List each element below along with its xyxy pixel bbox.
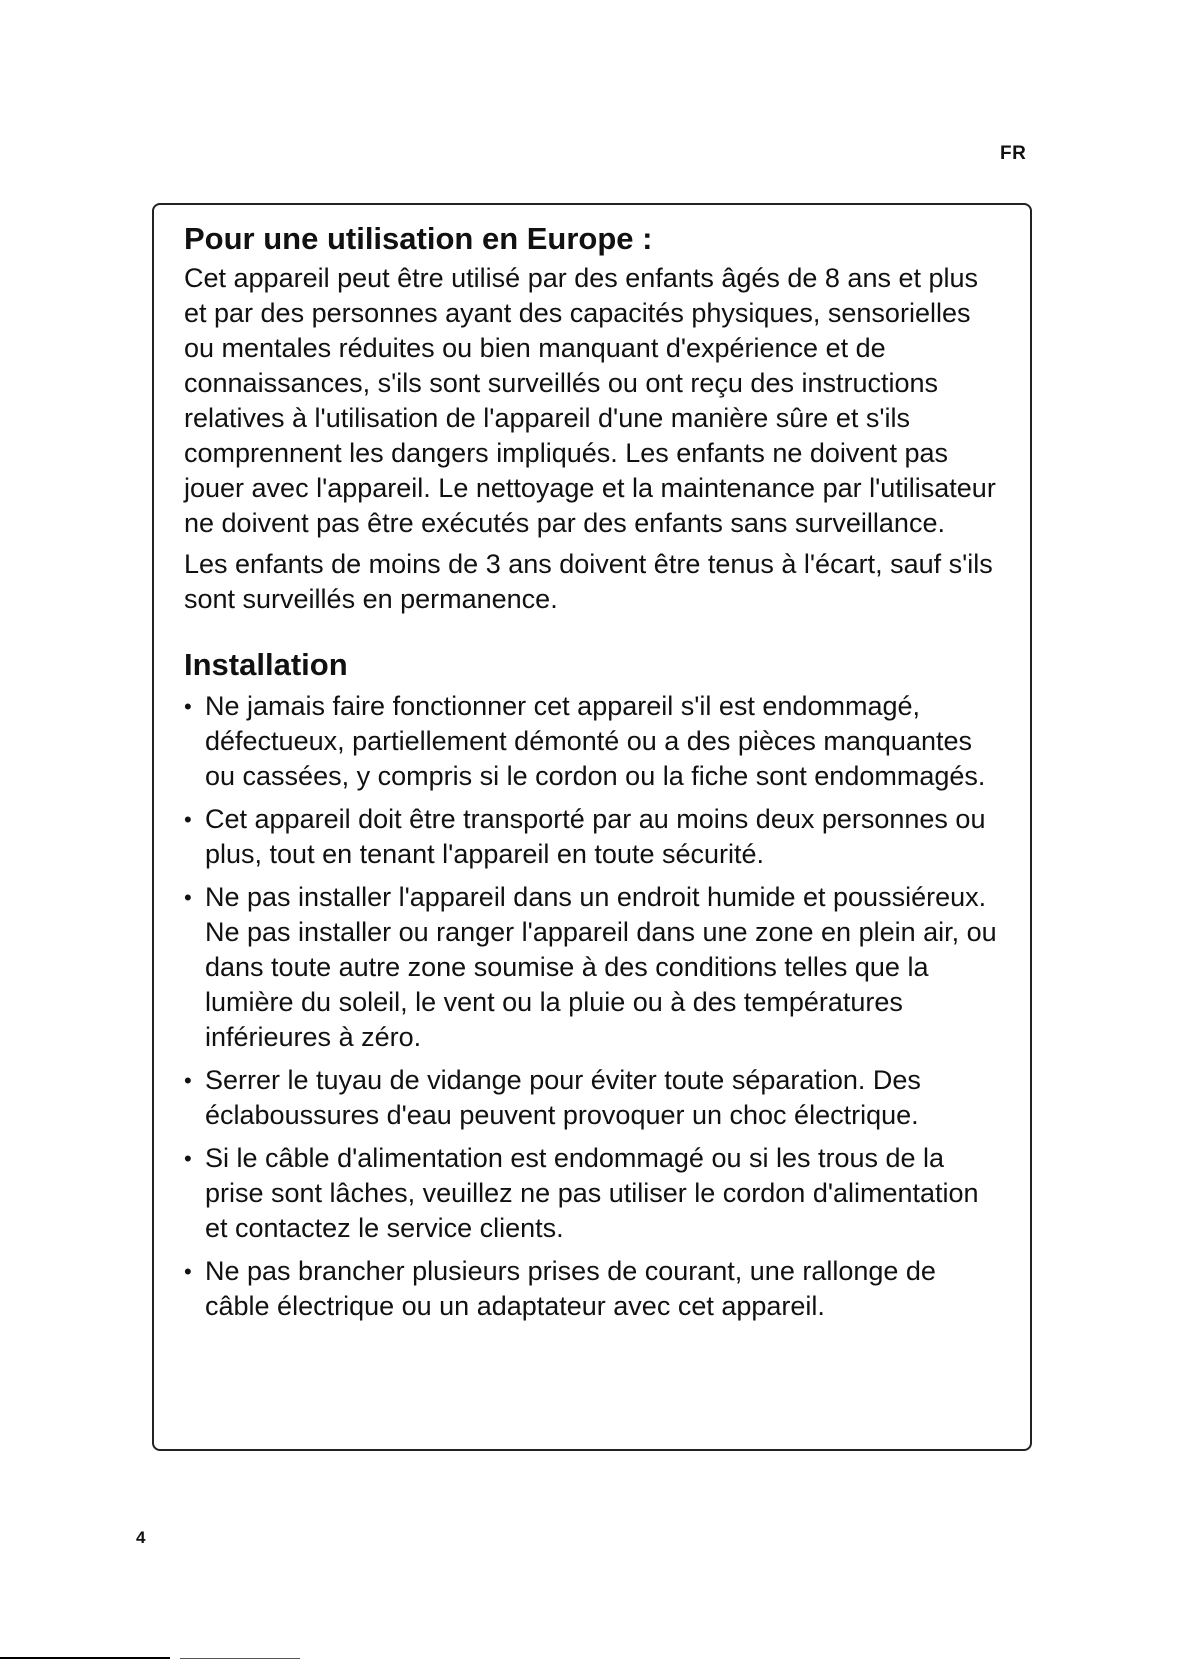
installation-list <box>184 689 1000 1324</box>
list-item <box>184 689 1000 794</box>
paragraph-europe-usage: Cet appareil peut être utilisé par des enfants âgés de 8 ans et plus et par des personnes ayant des capacités physiques, sensorielles ou mentales réduites ou bien manquant d'expérience et de connaissances, s'ils sont surveillés ou ont reçu des instructions relatives à l'utilisation de l'appareil d'une manière sûre et s'ils comprennent les dangers impliqués. Les enfants ne doivent pas jouer avec l'appareil. Le nettoyage et la maintenance par l'utilisateur ne doivent pas être exécutés par des enfants sans surveillance. <box>184 263 996 538</box>
footer-divider <box>0 1657 170 1659</box>
list-item <box>184 880 1000 1055</box>
list-item-text: Ne jamais faire fonctionner cet appareil s'il est endommagé, défectueux, partiellement démonté ou a des pièces manquantes ou cassées, y compris si le cordon ou la fiche sont endommagés. <box>205 691 986 791</box>
list-item-text: Serrer le tuyau de vidange pour éviter toute séparation. Des éclaboussures d'eau peuvent provoquer un choc électrique. <box>205 1065 921 1130</box>
list-item <box>184 1254 1000 1324</box>
list-item-text: Si le câble d'alimentation est endommagé ou si les trous de la prise sont lâches, veuillez ne pas utiliser le cordon d'alimentation et contactez le service clients. <box>205 1143 979 1243</box>
section-title-europe: Pour une utilisation en Europe : <box>184 221 653 256</box>
bullet-icon: • <box>184 1259 192 1284</box>
list-item-text: Ne pas brancher plusieurs prises de courant, une rallonge de câble électrique ou un adaptateur avec cet appareil. <box>205 1256 936 1321</box>
list-item-text: Cet appareil doit être transporté par au moins deux personnes ou plus, tout en tenant l'appareil en toute sécurité. <box>205 804 986 869</box>
list-item <box>184 1063 1000 1133</box>
page-number: 4 <box>136 1528 146 1547</box>
bullet-icon: • <box>184 1146 192 1171</box>
list-item <box>184 802 1000 872</box>
bullet-icon: • <box>184 807 192 832</box>
bullet-icon: • <box>184 885 192 910</box>
list-item <box>184 1141 1000 1246</box>
bullet-icon: • <box>184 694 192 719</box>
section-title-installation: Installation <box>184 647 348 682</box>
safety-notice-box <box>152 203 1032 1451</box>
paragraph-children-under-3: Les enfants de moins de 3 ans doivent être tenus à l'écart, sauf s'ils sont surveillés en permanence. <box>184 549 993 614</box>
list-item-text: Ne pas installer l'appareil dans un endroit humide et poussiéreux. Ne pas installer ou ranger l'appareil dans une zone en plein air, ou dans toute autre zone soumise à des conditions telles que la lumière du soleil, le vent ou la pluie ou à des températures inférieures à zéro. <box>205 882 997 1052</box>
bullet-icon: • <box>184 1068 192 1093</box>
footer-divider-secondary <box>180 1658 300 1659</box>
language-code: FR <box>1000 143 1027 164</box>
